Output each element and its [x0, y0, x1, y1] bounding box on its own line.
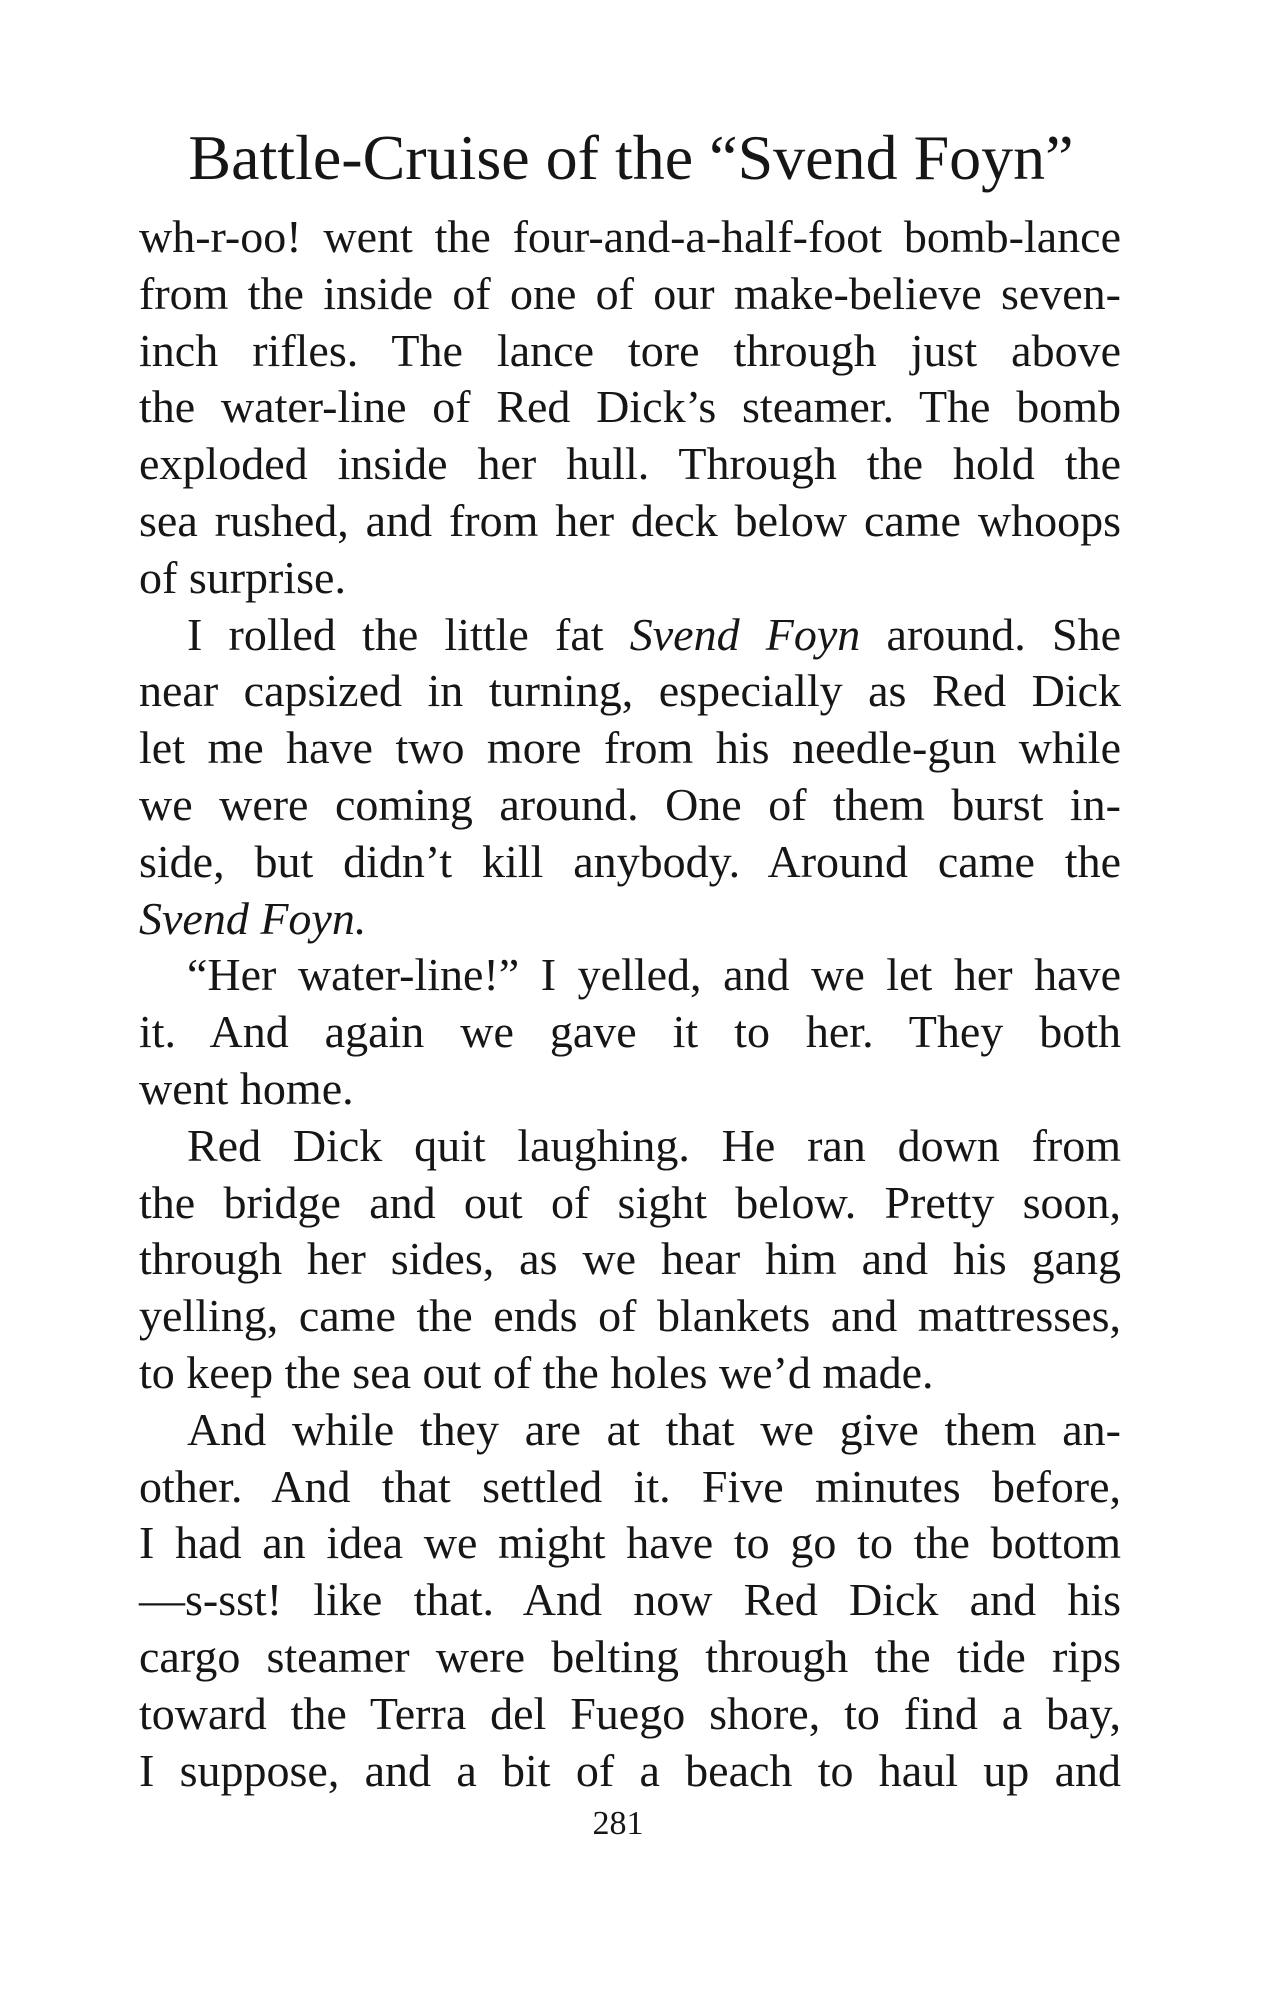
- text-line: side, but didn’t kill anybody. Around came the: [139, 835, 1121, 887]
- text-line: to keep the sea out of the holes we’d made.: [139, 1346, 934, 1398]
- text-line: cargo steamer were belting through the tide rips: [139, 1630, 1121, 1682]
- text-line: we were coming around. One of them burst in-: [139, 778, 1121, 830]
- italic-ship-name: Svend Foyn.: [139, 892, 367, 944]
- text-line: “Her water-line!” I yelled, and we let her have: [187, 949, 1121, 1001]
- text-line: I had an idea we might have to go to the bottom: [139, 1517, 1121, 1569]
- paragraph: [139, 1402, 1121, 1800]
- text-line: Red Dick quit laughing. He ran down from: [187, 1119, 1121, 1171]
- text-line: [139, 891, 1121, 948]
- text-line: went home.: [139, 1062, 354, 1114]
- text-line: it. And again we gave it to her. They both: [139, 1006, 1121, 1058]
- paragraph: [139, 607, 1121, 948]
- text-segment: I rolled the little fat: [187, 608, 630, 660]
- text-line: —s-sst! like that. And now Red Dick and his: [139, 1574, 1121, 1626]
- text-line: the water-line of Red Dick’s steamer. The bomb: [139, 381, 1121, 433]
- text-line: through her sides, as we hear him and his gang: [139, 1233, 1121, 1285]
- text-line: sea rushed, and from her deck below came whoops: [139, 494, 1121, 546]
- text-line: the bridge and out of sight below. Pretty soon,: [139, 1176, 1121, 1228]
- italic-ship-name: Svend Foyn: [629, 608, 861, 660]
- text-line: of surprise.: [139, 551, 346, 603]
- text-line: let me have two more from his needle-gun while: [139, 722, 1121, 774]
- text-line: other. And that settled it. Five minutes before,: [139, 1460, 1121, 1512]
- running-head: Battle-Cruise of the “Svend Foyn”: [188, 122, 1074, 193]
- paragraph: [139, 1118, 1121, 1402]
- text-line: toward the Terra del Fuego shore, to find a bay,: [139, 1687, 1121, 1739]
- text-line: [139, 607, 1121, 664]
- paragraph: [139, 947, 1121, 1117]
- text-line: from the inside of one of our make-believe seven-: [139, 267, 1121, 319]
- body-text: [139, 209, 1121, 1799]
- text-line: inch rifles. The lance tore through just above: [139, 324, 1121, 376]
- text-line: And while they are at that we give them an-: [187, 1403, 1121, 1455]
- text-line: wh-r-oo! went the four-and-a-half-foot bomb-lance: [139, 211, 1121, 262]
- text-segment: around. She: [860, 608, 1121, 660]
- text-line: near capsized in turning, especially as Red Dick: [139, 665, 1121, 717]
- text-line: yelling, came the ends of blankets and mattresses,: [139, 1290, 1121, 1342]
- page-number: 281: [592, 1805, 644, 1842]
- paragraph: [139, 209, 1121, 607]
- text-line: I suppose, and a bit of a beach to haul up and: [139, 1744, 1121, 1796]
- text-line: exploded inside her hull. Through the hold the: [139, 438, 1121, 490]
